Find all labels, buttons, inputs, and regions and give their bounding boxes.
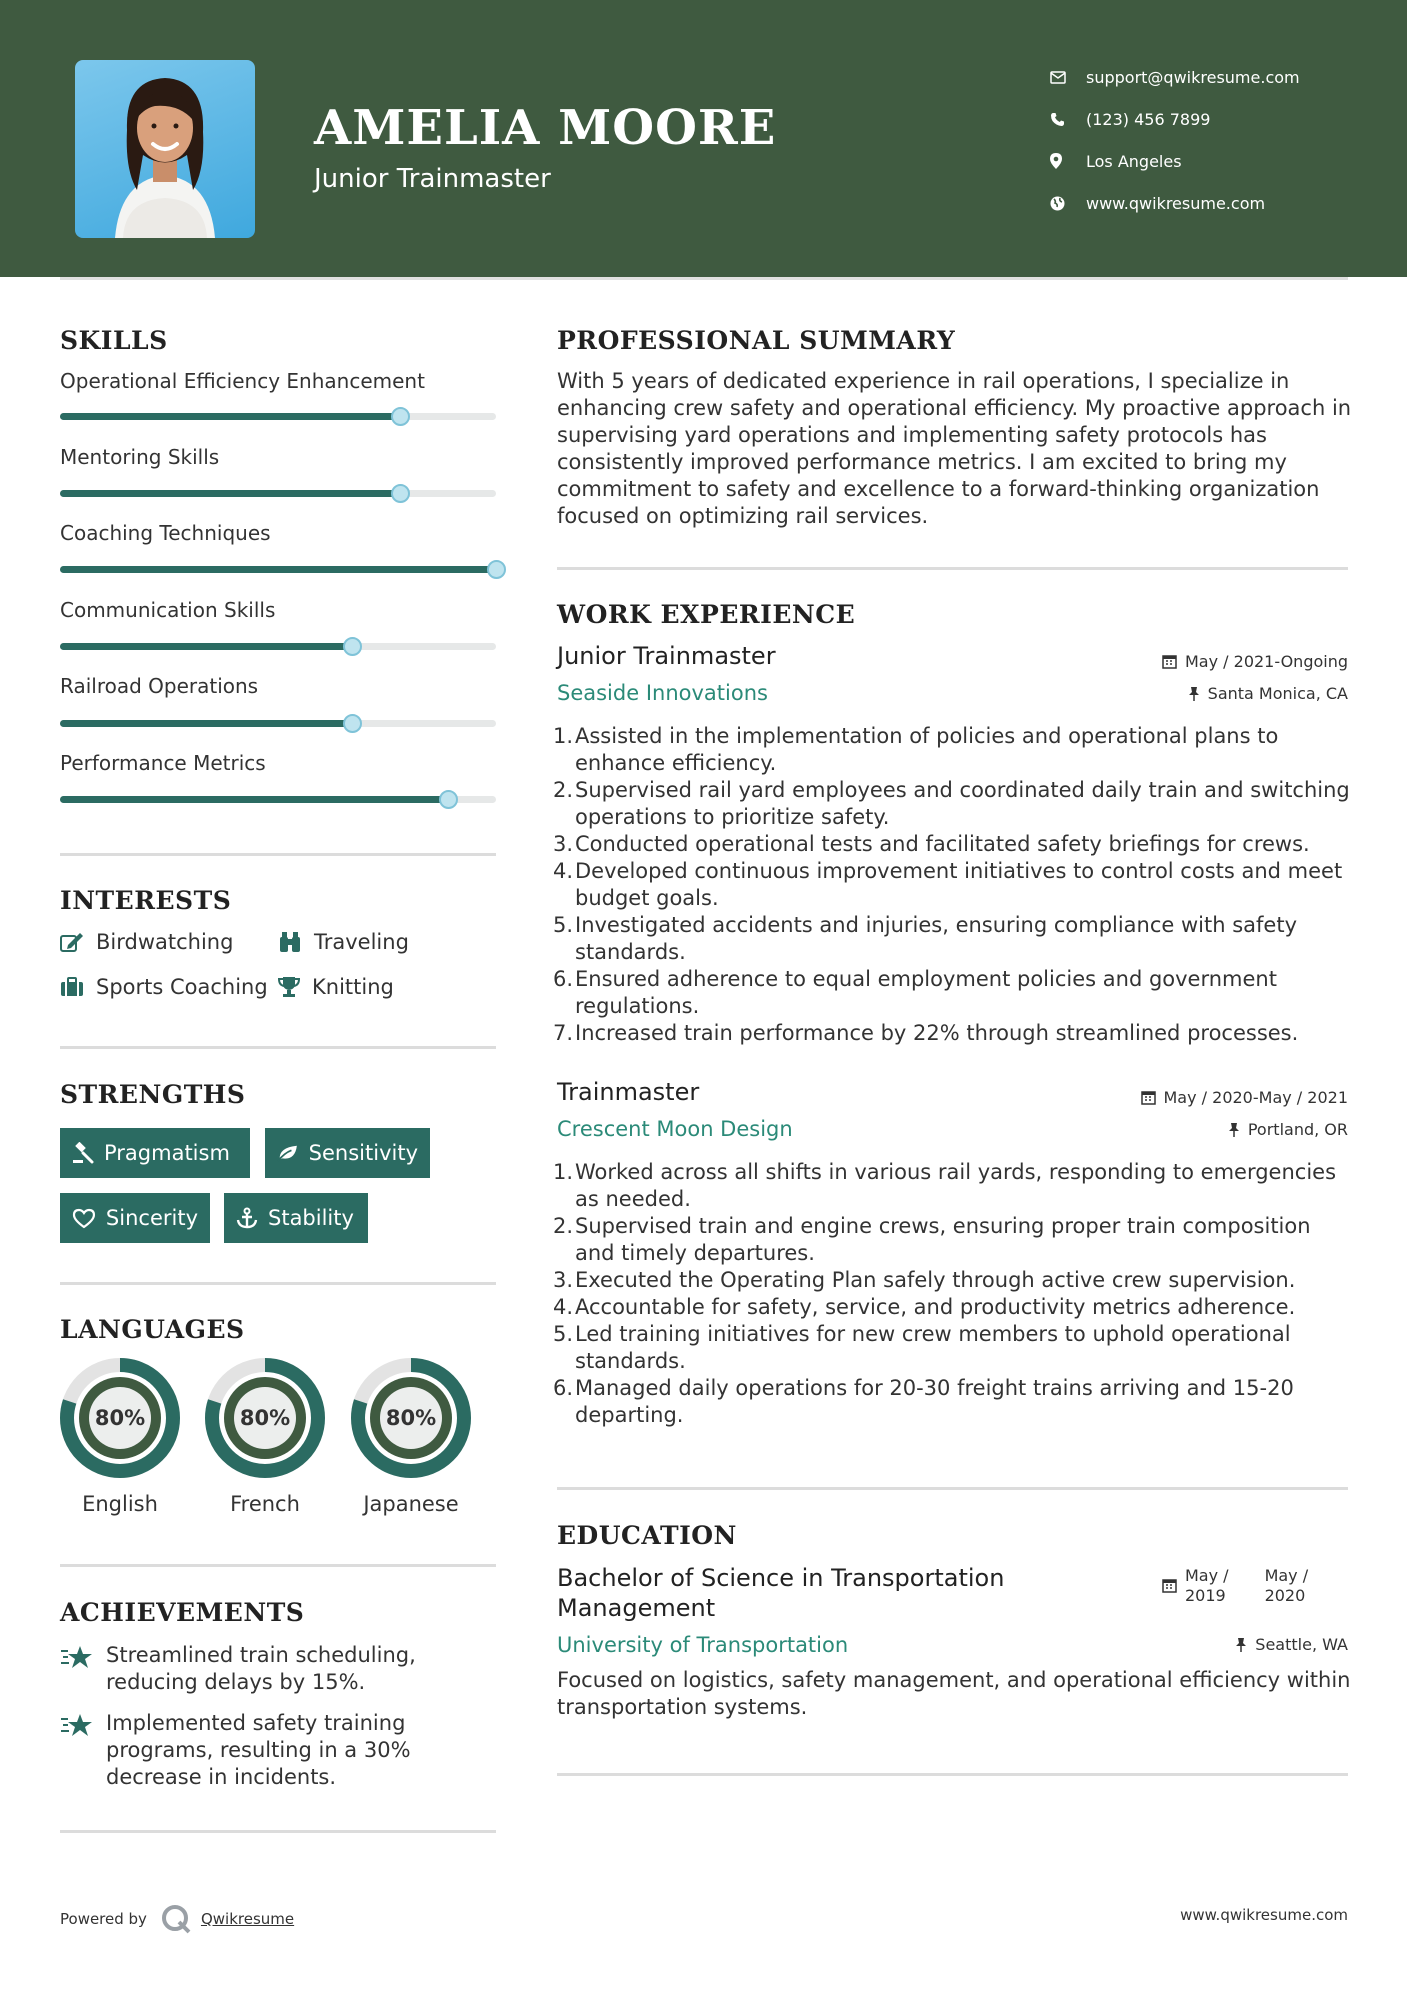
skill-bar-fill: [60, 413, 400, 420]
job-date: May / 2021-Ongoing: [1162, 652, 1348, 671]
list-item: 5. Investigated accidents and injuries, ensuring compliance with safety standards.: [553, 913, 1298, 964]
contact-website-text: www.qwikresume.com: [1086, 193, 1266, 213]
strength-chip: Sincerity: [60, 1193, 210, 1243]
skill-bar-knob: [391, 484, 410, 503]
list-item: 5. Led training initiatives for new crew members to uphold operational standards.: [553, 1322, 1291, 1373]
contact-phone[interactable]: [1050, 98, 1300, 140]
leaf-icon: [277, 1143, 299, 1163]
strength-chip: Sensitivity: [265, 1128, 430, 1178]
language-ring: [59, 1357, 181, 1479]
achievements-heading: ACHIEVEMENTS: [60, 1598, 305, 1627]
job-title: Junior Trainmaster: [557, 642, 776, 670]
interests-heading: INTERESTS: [60, 886, 232, 915]
section-divider: [60, 1564, 496, 1567]
list-item: 2. Supervised rail yard employees and coordinated daily train and switching operations to prioritize safety.: [553, 778, 1350, 829]
language-percent: 80%: [239, 1406, 291, 1430]
interest-item: Traveling: [278, 930, 409, 954]
language-ring: [350, 1357, 472, 1479]
section-divider: [557, 1487, 1348, 1490]
section-divider: [60, 853, 496, 856]
skills-heading: SKILLS: [60, 326, 168, 355]
skill-bar: [60, 413, 496, 420]
language-percent: 80%: [385, 1406, 437, 1430]
language-label: French: [230, 1492, 300, 1516]
list-item: 7. Increased train performance by 22% through streamlined processes.: [553, 1021, 1299, 1045]
summary-heading: PROFESSIONAL SUMMARY: [557, 326, 956, 355]
map-marker-icon: [1050, 153, 1062, 169]
education-location: Seattle, WA: [1235, 1635, 1348, 1654]
pushpin-icon: [1235, 1637, 1247, 1652]
candidate-name: AMELIA MOORE: [314, 100, 777, 156]
contact-website[interactable]: [1050, 182, 1300, 224]
skill-bar-knob: [391, 407, 410, 426]
job-location: Portland, OR: [1228, 1120, 1348, 1139]
skill-bar-fill: [60, 566, 496, 573]
trophy-icon: [278, 976, 300, 998]
contact-list: [1050, 56, 1300, 224]
list-item: 1. Worked across all shifts in various rail yards, responding to emergencies as needed.: [553, 1160, 1337, 1211]
briefcase-icon: [60, 977, 84, 997]
skill-label: Operational Efficiency Enhancement: [60, 369, 425, 393]
skill-bar-fill: [60, 490, 400, 497]
company-name: Crescent Moon Design: [557, 1117, 793, 1141]
pushpin-icon: [1188, 686, 1200, 701]
strengths-heading: STRENGTHS: [60, 1080, 246, 1109]
skill-bar-fill: [60, 643, 352, 650]
job-bullets: [553, 723, 1353, 1047]
contact-location: [1050, 140, 1300, 182]
section-divider: [60, 1046, 496, 1049]
education-description: Focused on logistics, safety management, and operational efficiency within transportation systems.: [557, 1668, 1351, 1719]
qwikresume-link[interactable]: Qwikresume: [200, 1910, 295, 1928]
education-heading: EDUCATION: [557, 1521, 737, 1550]
star-badge-icon: [60, 1712, 94, 1738]
list-item: 6. Ensured adherence to equal employment policies and government regulations.: [553, 967, 1277, 1018]
skill-label: Mentoring Skills: [60, 445, 220, 469]
skill-bar: [60, 643, 496, 650]
profile-photo-illustration: [75, 60, 255, 238]
skill-bar-knob: [439, 790, 458, 809]
list-item: 3. Executed the Operating Plan safely through active crew supervision.: [553, 1268, 1296, 1292]
calendar-icon: [1141, 1090, 1156, 1105]
skill-label: Coaching Techniques: [60, 521, 271, 545]
star-badge-icon: [60, 1644, 94, 1670]
achievement-item: Streamlined train scheduling, reducing delays by 15%.: [60, 1642, 416, 1696]
interest-item: Birdwatching: [60, 930, 233, 954]
summary-text: With 5 years of dedicated experience in rail operations, I specialize in enhancing crew safety and operational efficiency. My proactive approach in supervising yard operations and implementing safety protocols has consistently improved performance metrics. I am excited to bring my commitment to safety and excellence to a forward-thinking organization focused on optimizing rail services.: [557, 369, 1352, 528]
skill-bar: [60, 490, 496, 497]
skill-label: Communication Skills: [60, 598, 276, 622]
list-item: 2. Supervised train and engine crews, ensuring proper train composition and timely departures.: [553, 1214, 1311, 1265]
skill-bar: [60, 566, 496, 573]
list-item: 4. Accountable for safety, service, and productivity metrics adherence.: [553, 1295, 1296, 1319]
binoculars-icon: [278, 931, 302, 953]
strength-chip: Pragmatism: [60, 1128, 250, 1178]
language-ring: [204, 1357, 326, 1479]
anchor-icon: [236, 1207, 258, 1229]
edit-icon: [60, 932, 84, 952]
gavel-icon: [72, 1142, 94, 1164]
degree-title: Bachelor of Science in Transportation Management: [557, 1564, 1005, 1622]
skill-bar: [60, 720, 496, 727]
skill-bar-knob: [343, 637, 362, 656]
section-divider: [60, 1282, 496, 1285]
profile-photo: [75, 60, 255, 238]
list-item: 3. Conducted operational tests and facilitated safety briefings for crews.: [553, 832, 1310, 856]
heart-icon: [72, 1208, 96, 1229]
calendar-icon: [1162, 1578, 1177, 1593]
envelope-icon: [1050, 71, 1066, 84]
list-item: 6. Managed daily operations for 20-30 freight trains arriving and 15-20 departing.: [553, 1376, 1294, 1427]
section-divider: [557, 1773, 1348, 1776]
contact-email[interactable]: [1050, 56, 1300, 98]
job-location: Santa Monica, CA: [1188, 684, 1348, 703]
language-label: Japanese: [363, 1492, 459, 1516]
skill-bar-knob: [343, 714, 362, 733]
footer-powered-by: Powered by Qwikresume: [60, 1904, 294, 1934]
qwikresume-logo-icon: [161, 1904, 193, 1934]
strength-chip: Stability: [224, 1193, 368, 1243]
interest-item: Knitting: [278, 975, 394, 999]
calendar-icon: [1162, 654, 1177, 669]
skill-bar-knob: [487, 560, 506, 579]
contact-email-text: support@qwikresume.com: [1086, 67, 1300, 87]
job-date: May / 2020-May / 2021: [1141, 1088, 1349, 1107]
language-label: English: [82, 1492, 158, 1516]
skill-bar: [60, 796, 496, 803]
skill-bar-fill: [60, 720, 352, 727]
globe-icon: [1050, 196, 1065, 211]
header-divider: [60, 277, 1348, 280]
skill-label: Railroad Operations: [60, 674, 259, 698]
section-divider: [60, 1830, 496, 1833]
skill-bar-fill: [60, 796, 448, 803]
job-bullets: [553, 1159, 1353, 1429]
education-date: May / 2019 May / 2020: [1162, 1566, 1308, 1606]
contact-phone-text: (123) 456 7899: [1086, 109, 1211, 129]
interest-item: Sports Coaching: [60, 975, 268, 999]
list-item: 4. Developed continuous improvement initiatives to control costs and meet budget goals.: [553, 859, 1343, 910]
contact-location-text: Los Angeles: [1086, 151, 1182, 171]
pushpin-icon: [1228, 1122, 1240, 1137]
achievement-item: Implemented safety training programs, resulting in a 30% decrease in incidents.: [60, 1710, 411, 1791]
languages-heading: LANGUAGES: [60, 1315, 245, 1344]
school-name: University of Transportation: [557, 1633, 849, 1657]
candidate-title: Junior Trainmaster: [314, 164, 551, 194]
list-item: 1. Assisted in the implementation of policies and operational plans to enhance efficiency.: [553, 724, 1279, 775]
job-title: Trainmaster: [557, 1078, 700, 1106]
phone-icon: [1050, 112, 1065, 127]
skill-label: Performance Metrics: [60, 751, 266, 775]
resume-header: [0, 0, 1407, 277]
language-percent: 80%: [94, 1406, 146, 1430]
experience-heading: WORK EXPERIENCE: [557, 600, 856, 629]
section-divider: [557, 567, 1348, 570]
footer-website[interactable]: www.qwikresume.com: [1180, 1906, 1348, 1924]
company-name: Seaside Innovations: [557, 681, 768, 705]
